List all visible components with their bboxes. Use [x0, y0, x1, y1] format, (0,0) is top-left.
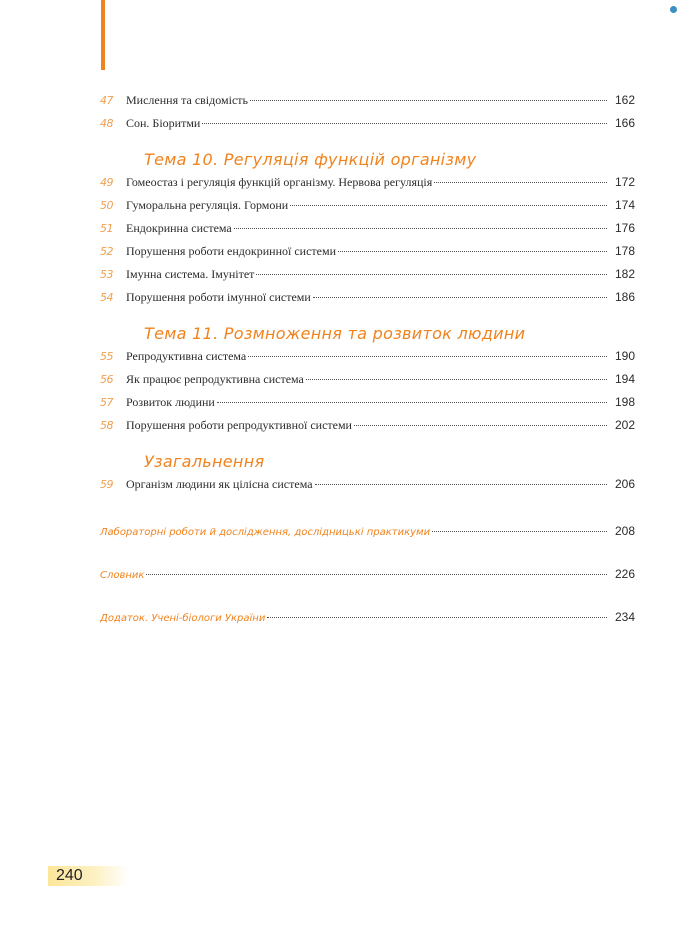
entry-number: 50 [100, 199, 113, 212]
toc-entry[interactable] [100, 221, 635, 244]
appendix-title: Додаток. Учені-біологи України [100, 613, 266, 624]
entry-page-number: 174 [614, 198, 635, 212]
dot-leader [202, 123, 607, 124]
entry-number: 52 [100, 245, 113, 258]
toc-entry[interactable] [100, 175, 635, 198]
dot-leader [432, 531, 607, 532]
entry-number: 55 [100, 350, 113, 363]
entry-page-number: 190 [614, 349, 635, 363]
extras-spacer [100, 600, 635, 610]
appendix-page-number: 226 [614, 567, 635, 581]
entry-number: 54 [100, 291, 113, 304]
toc-entry[interactable] [100, 290, 635, 313]
dot-leader [217, 402, 607, 403]
entry-title: Мислення та свідомість [126, 93, 248, 107]
entry-page-number: 206 [614, 477, 635, 491]
entry-page-number: 198 [614, 395, 635, 409]
entry-page-number: 162 [614, 93, 635, 107]
entry-number: 56 [100, 373, 113, 386]
entry-title: Порушення роботи ендокринної системи [126, 244, 336, 258]
toc-entry[interactable] [100, 198, 635, 221]
entry-number: 59 [100, 478, 113, 491]
table-of-contents [100, 93, 635, 633]
dot-leader [234, 228, 607, 229]
entry-page-number: 186 [614, 290, 635, 304]
appendix-page-number: 208 [614, 524, 635, 538]
appendix-entry[interactable] [100, 524, 635, 547]
section-theme-heading: Тема 10. Регуляція функцій організму [144, 150, 477, 169]
toc-entry[interactable] [100, 418, 635, 441]
logo-circle-icon [670, 6, 677, 13]
dot-leader [267, 617, 607, 618]
section-theme-heading: Тема 11. Розмноження та розвиток людини [144, 324, 526, 343]
entry-title: Як працює репродуктивна система [126, 372, 304, 386]
entry-page-number: 176 [614, 221, 635, 235]
extras-spacer [100, 557, 635, 567]
toc-entry[interactable] [100, 116, 635, 139]
extras-spacer [100, 547, 635, 557]
entry-number: 58 [100, 419, 113, 432]
entry-title: Порушення роботи імунної системи [126, 290, 311, 304]
appendix-entry[interactable] [100, 567, 635, 590]
dot-leader [248, 356, 607, 357]
entry-page-number: 166 [614, 116, 635, 130]
extras-spacer [100, 590, 635, 600]
dot-leader [338, 251, 607, 252]
entry-number: 49 [100, 176, 113, 189]
extras-gap [100, 500, 635, 524]
entry-page-number: 182 [614, 267, 635, 281]
dot-leader [354, 425, 607, 426]
dot-leader [256, 274, 607, 275]
entry-number: 51 [100, 222, 113, 235]
dot-leader [306, 379, 607, 380]
orange-accent-bar [101, 0, 105, 70]
toc-entry[interactable] [100, 349, 635, 372]
entry-title: Організм людини як цілісна система [126, 477, 313, 491]
entry-title: Порушення роботи репродуктивної системи [126, 418, 352, 432]
dot-leader [290, 205, 607, 206]
entry-number: 53 [100, 268, 113, 281]
appendix-title: Словник [100, 570, 145, 581]
toc-entry[interactable] [100, 267, 635, 290]
entry-number: 57 [100, 396, 113, 409]
dot-leader [250, 100, 607, 101]
dot-leader [146, 574, 607, 575]
section-theme-heading: Узагальнення [144, 452, 265, 471]
appendix-page-number: 234 [614, 610, 635, 624]
entry-title: Ендокринна система [126, 221, 232, 235]
page-number: 240 [48, 866, 128, 886]
entry-page-number: 194 [614, 372, 635, 386]
toc-entry[interactable] [100, 477, 635, 500]
entry-title: Гомеостаз і регуляція функцій організму. Нервова регуляція [126, 175, 433, 189]
toc-entry[interactable] [100, 244, 635, 267]
entry-number: 48 [100, 117, 113, 130]
dot-leader [315, 484, 607, 485]
entry-title: Імунна система. Імунітет [126, 267, 255, 281]
toc-entry[interactable] [100, 93, 635, 116]
entry-page-number: 202 [614, 418, 635, 432]
entry-title: Сон. Біоритми [126, 116, 201, 130]
appendix-entry[interactable] [100, 610, 635, 633]
entry-page-number: 172 [614, 175, 635, 189]
toc-entry[interactable] [100, 372, 635, 395]
dot-leader [313, 297, 607, 298]
toc-entry[interactable] [100, 395, 635, 418]
entry-title: Репродуктивна система [126, 349, 247, 363]
appendix-title: Лабораторні роботи й дослідження, дослідницькі практикуми [100, 527, 431, 538]
entry-title: Розвиток людини [126, 395, 215, 409]
entry-page-number: 178 [614, 244, 635, 258]
dot-leader [434, 182, 607, 183]
entry-number: 47 [100, 94, 113, 107]
entry-title: Гуморальна регуляція. Гормони [126, 198, 289, 212]
publisher-logo [670, 4, 692, 16]
